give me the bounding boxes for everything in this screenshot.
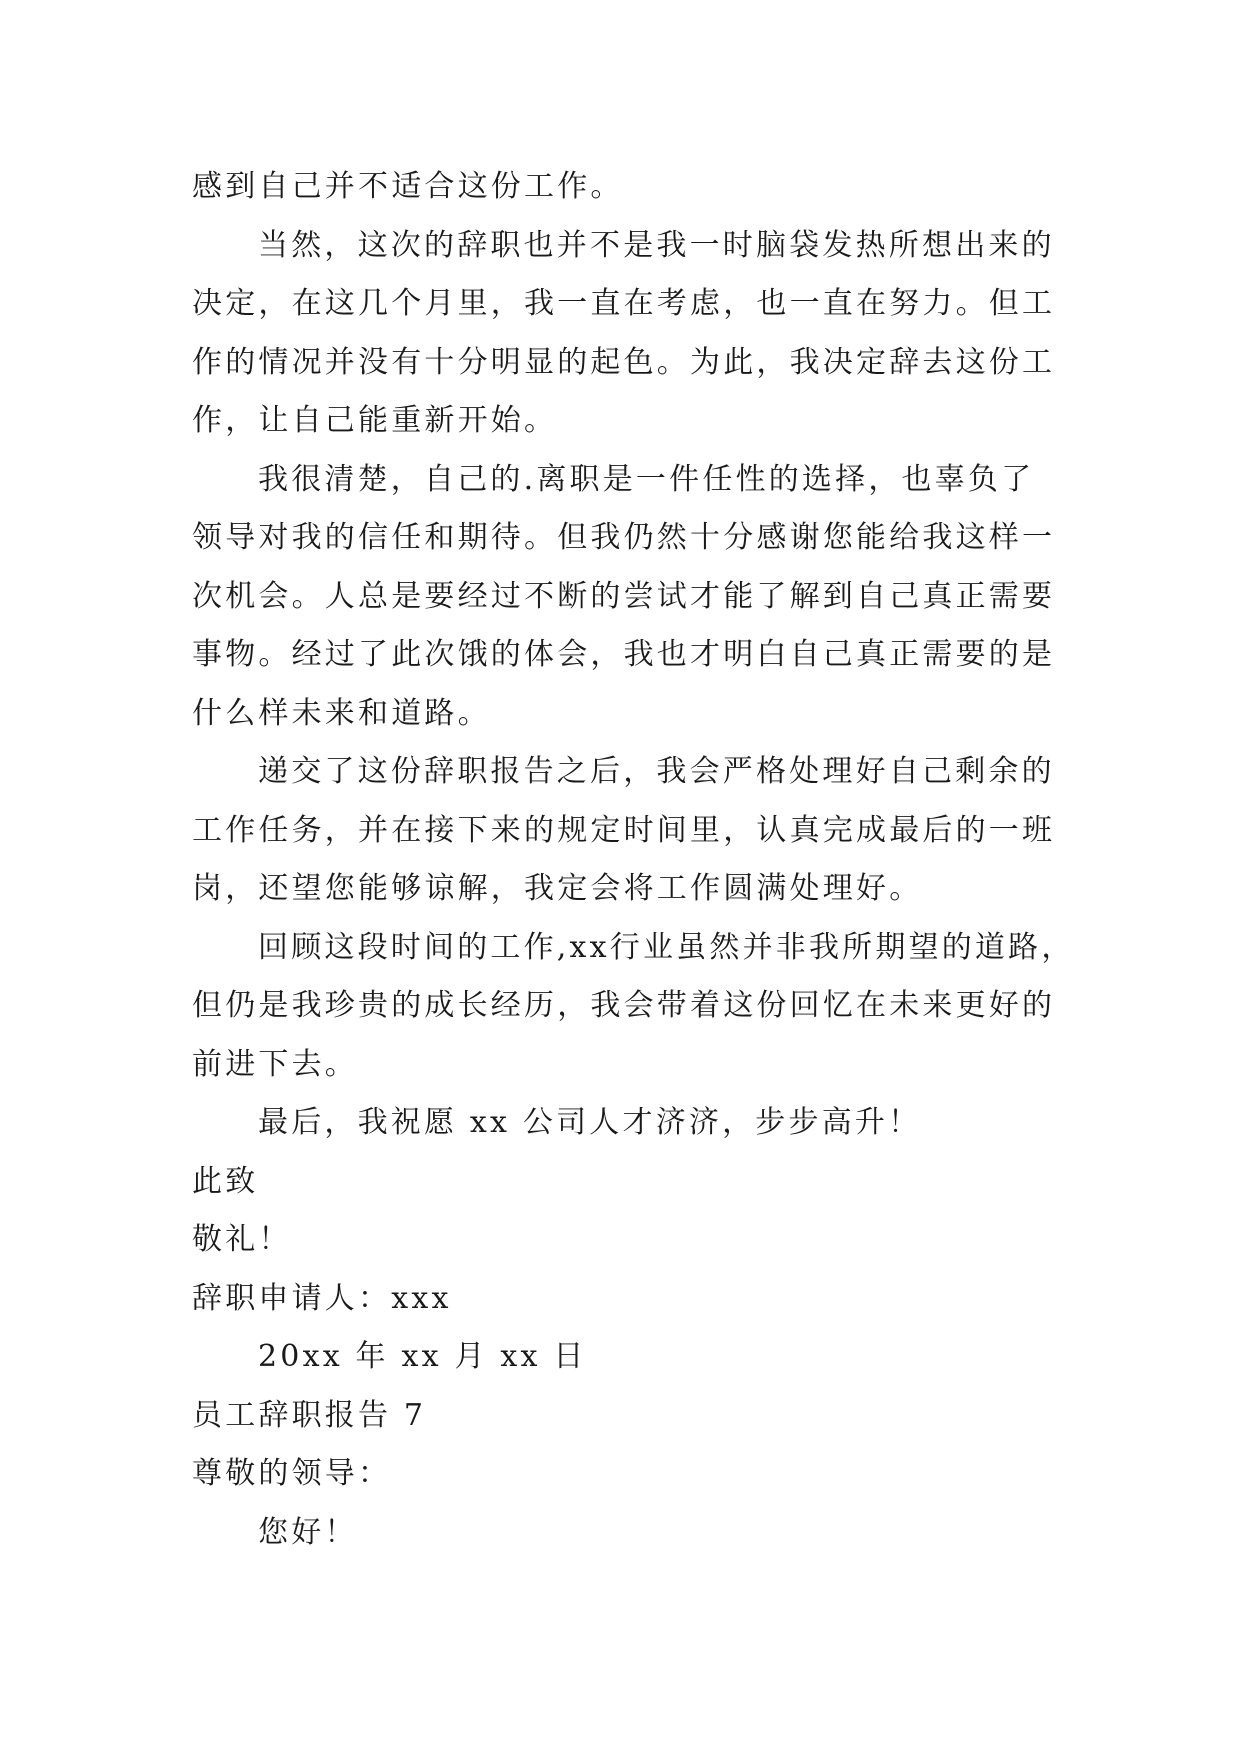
text-line: 员工辞职报告 7 xyxy=(192,1397,427,1433)
text-line: 但仍是我珍贵的成长经历，我会带着这份回忆在未来更好的 xyxy=(192,988,1056,1023)
text-line: 辞职申请人：xxx xyxy=(192,1280,452,1316)
text-line: 20xx 年 xx 月 xx 日 xyxy=(258,1339,587,1374)
text-line: 岗，还望您能够谅解，我定会将工作圆满处理好。 xyxy=(192,871,923,906)
text-line: 什么样未来和道路。 xyxy=(192,695,491,731)
text-line: 此致 xyxy=(192,1163,259,1199)
text-line: 当然，这次的辞职也并不是我一时脑袋发热所想出来的 xyxy=(258,227,1055,263)
text-line: 次机会。人总是要经过不断的尝试才能了解到自己真正需要 xyxy=(192,578,1056,614)
text-line: 我很清楚，自己的.离职是一件任性的选择，也辜负了 xyxy=(258,461,1035,497)
text-line: 领导对我的信任和期待。但我仍然十分感谢您能给我这样一 xyxy=(192,520,1056,555)
document-body xyxy=(192,158,1075,1562)
text-line: 事物。经过了此次饿的体会，我也才明白自己真正需要的是 xyxy=(192,637,1056,672)
text-line: 作的情况并没有十分明显的起色。为此，我决定辞去这份工 xyxy=(192,344,1056,380)
text-line: 尊敬的领导： xyxy=(192,1456,392,1491)
text-line: 前进下去。 xyxy=(192,1046,358,1082)
text-line: 感到自己并不适合这份工作。 xyxy=(192,169,624,204)
text-line: 工作任务，并在接下来的规定时间里，认真完成最后的一班 xyxy=(192,812,1056,848)
text-line: 您好！ xyxy=(258,1514,358,1550)
text-line: 敬礼！ xyxy=(192,1222,292,1257)
text-line: 最后，我祝愿 xx 公司人才济济，步步高升！ xyxy=(258,1105,922,1140)
text-line: 回顾这段时间的工作,xx行业虽然并非我所期望的道路， xyxy=(258,929,1075,965)
text-line: 递交了这份辞职报告之后，我会严格处理好自己剩余的 xyxy=(258,754,1055,789)
text-line: 作，让自己能重新开始。 xyxy=(192,403,558,438)
text-line: 决定，在这几个月里，我一直在考虑，也一直在努力。但工 xyxy=(192,286,1056,321)
